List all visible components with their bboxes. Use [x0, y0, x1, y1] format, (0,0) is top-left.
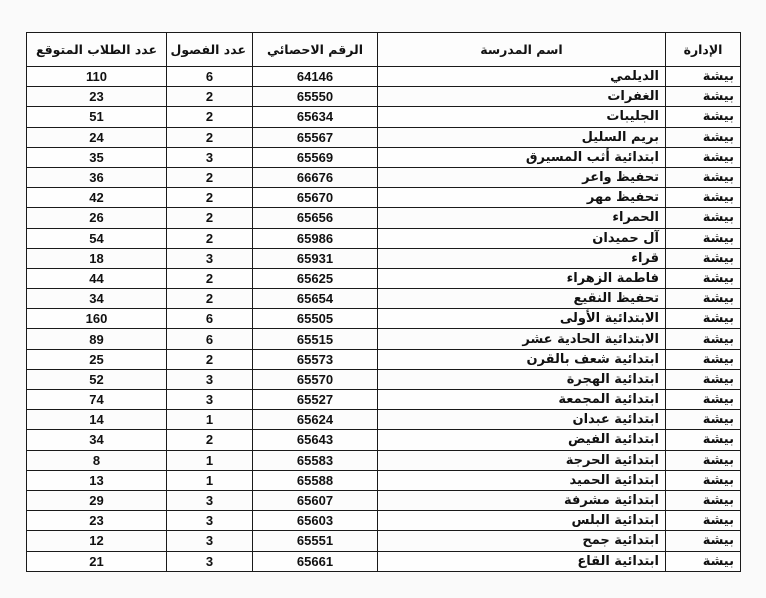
expected-students-cell: 14: [27, 410, 167, 430]
statistical-code-cell: 65654: [253, 289, 378, 309]
expected-students-cell: 8: [27, 450, 167, 470]
admin-cell: بيشة: [666, 511, 741, 531]
classes-count-cell: 2: [167, 289, 253, 309]
expected-students-cell: 89: [27, 329, 167, 349]
expected-students-cell: 110: [27, 67, 167, 87]
school-name-cell: ابتدائية أثب المسيرق: [378, 147, 666, 167]
admin-cell: بيشة: [666, 369, 741, 389]
expected-students-cell: 54: [27, 228, 167, 248]
classes-count-cell: 3: [167, 490, 253, 510]
school-name-cell: الجليبات: [378, 107, 666, 127]
classes-count-cell: 6: [167, 67, 253, 87]
statistical-code-cell: 65607: [253, 490, 378, 510]
school-name-cell: ابتدائية جمح: [378, 531, 666, 551]
school-name-cell: ابتدائية القاع: [378, 551, 666, 571]
classes-count-cell: 1: [167, 410, 253, 430]
school-name-cell: الديلمي: [378, 67, 666, 87]
admin-cell: بيشة: [666, 87, 741, 107]
school-name-cell: ابتدائية الهجرة: [378, 369, 666, 389]
table-row: [27, 329, 741, 349]
admin-cell: بيشة: [666, 289, 741, 309]
expected-students-cell: 13: [27, 470, 167, 490]
statistical-code-cell: 65551: [253, 531, 378, 551]
table-row: [27, 127, 741, 147]
table-row: [27, 289, 741, 309]
statistical-code-cell: 65527: [253, 390, 378, 410]
expected-students-cell: 35: [27, 147, 167, 167]
expected-students-cell: 51: [27, 107, 167, 127]
admin-cell: بيشة: [666, 450, 741, 470]
school-name-cell: تحفيظ النقيع: [378, 289, 666, 309]
school-name-cell: تحفيظ مهر: [378, 188, 666, 208]
classes-count-cell: 3: [167, 551, 253, 571]
classes-count-cell: 3: [167, 390, 253, 410]
classes-count-cell: 3: [167, 248, 253, 268]
table-row: [27, 410, 741, 430]
statistical-code-cell: 65515: [253, 329, 378, 349]
classes-count-cell: 2: [167, 127, 253, 147]
classes-count-cell: 3: [167, 369, 253, 389]
expected-students-cell: 24: [27, 127, 167, 147]
table-row: [27, 67, 741, 87]
admin-cell: بيشة: [666, 147, 741, 167]
admin-cell: بيشة: [666, 208, 741, 228]
table-row: [27, 349, 741, 369]
statistical-code-cell: 65670: [253, 188, 378, 208]
statistical-code-cell: 65570: [253, 369, 378, 389]
table-row: [27, 369, 741, 389]
admin-cell: بيشة: [666, 430, 741, 450]
table-row: [27, 147, 741, 167]
table-row: [27, 430, 741, 450]
school-name-cell: ابتدائية الحرجة: [378, 450, 666, 470]
school-name-cell: ابتدائية الفيض: [378, 430, 666, 450]
table-row: [27, 248, 741, 268]
school-name-cell: الغفرات: [378, 87, 666, 107]
admin-cell: بيشة: [666, 107, 741, 127]
expected-students-cell: 25: [27, 349, 167, 369]
table-row: [27, 188, 741, 208]
classes-count-cell: 2: [167, 349, 253, 369]
expected-students-cell: 21: [27, 551, 167, 571]
header-row: [27, 33, 741, 67]
admin-cell: بيشة: [666, 188, 741, 208]
expected-students-cell: 34: [27, 289, 167, 309]
table-row: [27, 208, 741, 228]
expected-students-cell: 26: [27, 208, 167, 228]
table-row: [27, 390, 741, 410]
statistical-code-cell: 65656: [253, 208, 378, 228]
classes-count-cell: 2: [167, 107, 253, 127]
header-classes-count: عدد الفصول: [167, 33, 253, 67]
statistical-code-cell: 65550: [253, 87, 378, 107]
statistical-code-cell: 65603: [253, 511, 378, 531]
statistical-code-cell: 65643: [253, 430, 378, 450]
admin-cell: بيشة: [666, 67, 741, 87]
classes-count-cell: 3: [167, 531, 253, 551]
school-name-cell: ابتدائية المجمعة: [378, 390, 666, 410]
school-name-cell: الابتدائية الحادية عشر: [378, 329, 666, 349]
table-header: [27, 33, 741, 67]
table-row: [27, 450, 741, 470]
classes-count-cell: 2: [167, 167, 253, 187]
header-admin: الإدارة: [666, 33, 741, 67]
classes-count-cell: 3: [167, 511, 253, 531]
table-row: [27, 228, 741, 248]
statistical-code-cell: 65573: [253, 349, 378, 369]
table-row: [27, 511, 741, 531]
expected-students-cell: 23: [27, 87, 167, 107]
classes-count-cell: 2: [167, 188, 253, 208]
admin-cell: بيشة: [666, 329, 741, 349]
table-row: [27, 551, 741, 571]
statistical-code-cell: 65661: [253, 551, 378, 571]
statistical-code-cell: 65634: [253, 107, 378, 127]
statistical-code-cell: 64146: [253, 67, 378, 87]
school-name-cell: بريم السليل: [378, 127, 666, 147]
table-row: [27, 167, 741, 187]
school-name-cell: قراء: [378, 248, 666, 268]
classes-count-cell: 1: [167, 470, 253, 490]
admin-cell: بيشة: [666, 531, 741, 551]
classes-count-cell: 2: [167, 228, 253, 248]
classes-count-cell: 1: [167, 450, 253, 470]
classes-count-cell: 2: [167, 87, 253, 107]
statistical-code-cell: 65931: [253, 248, 378, 268]
expected-students-cell: 74: [27, 390, 167, 410]
admin-cell: بيشة: [666, 248, 741, 268]
table-body: [27, 67, 741, 572]
table-row: [27, 87, 741, 107]
expected-students-cell: 34: [27, 430, 167, 450]
expected-students-cell: 18: [27, 248, 167, 268]
school-name-cell: ابتدائية عبدان: [378, 410, 666, 430]
table-row: [27, 470, 741, 490]
expected-students-cell: 23: [27, 511, 167, 531]
admin-cell: بيشة: [666, 410, 741, 430]
table-row: [27, 268, 741, 288]
statistical-code-cell: 66676: [253, 167, 378, 187]
classes-count-cell: 6: [167, 309, 253, 329]
table-row: [27, 107, 741, 127]
school-name-cell: ابتدائية البلس: [378, 511, 666, 531]
admin-cell: بيشة: [666, 349, 741, 369]
statistical-code-cell: 65624: [253, 410, 378, 430]
statistical-code-cell: 65505: [253, 309, 378, 329]
statistical-code-cell: 65588: [253, 470, 378, 490]
school-name-cell: ابتدائية مشرفة: [378, 490, 666, 510]
admin-cell: بيشة: [666, 167, 741, 187]
table-row: [27, 531, 741, 551]
table-row: [27, 490, 741, 510]
admin-cell: بيشة: [666, 470, 741, 490]
expected-students-cell: 44: [27, 268, 167, 288]
admin-cell: بيشة: [666, 390, 741, 410]
classes-count-cell: 2: [167, 430, 253, 450]
classes-count-cell: 2: [167, 268, 253, 288]
expected-students-cell: 36: [27, 167, 167, 187]
table-row: [27, 309, 741, 329]
expected-students-cell: 12: [27, 531, 167, 551]
classes-count-cell: 3: [167, 147, 253, 167]
admin-cell: بيشة: [666, 490, 741, 510]
header-school-name: اسم المدرسة: [378, 33, 666, 67]
school-name-cell: فاطمة الزهراء: [378, 268, 666, 288]
school-name-cell: تحفيظ واعر: [378, 167, 666, 187]
expected-students-cell: 52: [27, 369, 167, 389]
expected-students-cell: 160: [27, 309, 167, 329]
statistical-code-cell: 65583: [253, 450, 378, 470]
statistical-code-cell: 65986: [253, 228, 378, 248]
school-name-cell: ابتدائية شعف بالقرن: [378, 349, 666, 369]
statistical-code-cell: 65625: [253, 268, 378, 288]
classes-count-cell: 2: [167, 208, 253, 228]
school-name-cell: الحمراء: [378, 208, 666, 228]
school-name-cell: آل حميدان: [378, 228, 666, 248]
admin-cell: بيشة: [666, 127, 741, 147]
schools-table: [26, 32, 741, 572]
header-expected-students: عدد الطلاب المتوقع: [27, 33, 167, 67]
statistical-code-cell: 65567: [253, 127, 378, 147]
admin-cell: بيشة: [666, 268, 741, 288]
school-name-cell: ابتدائية الحميد: [378, 470, 666, 490]
school-name-cell: الابتدائية الأولى: [378, 309, 666, 329]
admin-cell: بيشة: [666, 551, 741, 571]
header-statistical-code: الرقم الاحصائي: [253, 33, 378, 67]
admin-cell: بيشة: [666, 309, 741, 329]
expected-students-cell: 42: [27, 188, 167, 208]
statistical-code-cell: 65569: [253, 147, 378, 167]
classes-count-cell: 6: [167, 329, 253, 349]
expected-students-cell: 29: [27, 490, 167, 510]
admin-cell: بيشة: [666, 228, 741, 248]
